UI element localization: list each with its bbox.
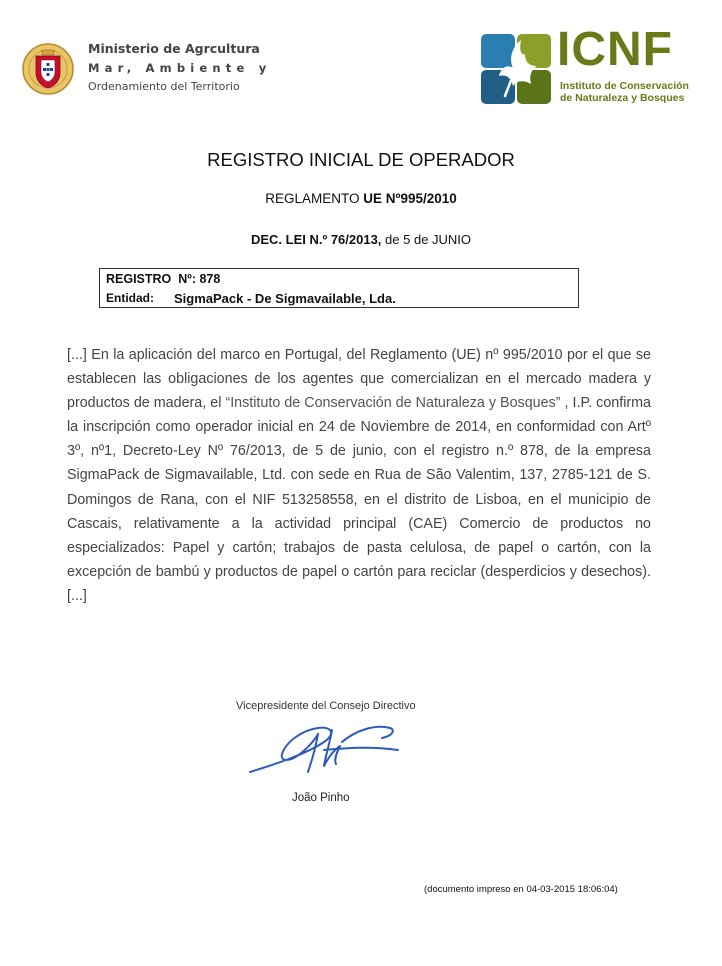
institute-name: “Instituto de Conservación de Naturaleza y Bosques”	[225, 395, 561, 412]
registry-number: REGISTRO Nº: 878	[106, 272, 221, 286]
body-paragraph	[67, 343, 651, 608]
decree-number: DEC. LEI N.º 76/2013,	[250, 232, 382, 247]
ministry-name-line-2: Mar, Ambiente y	[88, 61, 272, 75]
handwritten-signature-icon	[246, 720, 406, 780]
decree-line	[0, 232, 722, 247]
icnf-logo-text: ICNF	[557, 23, 673, 76]
coat-of-arms-icon	[22, 42, 74, 96]
regulation-code: UE Nº995/2010	[363, 191, 457, 206]
icnf-subtitle-line-2: de Naturaleza y Bosques	[560, 92, 685, 104]
regulation-line	[0, 191, 722, 206]
icnf-logo-icon	[481, 34, 551, 104]
decree-date: de 5 de JUNIO	[381, 232, 472, 247]
body-text-part-2: , I.P. confirma la inscripción como operador inicial en 24 de Noviembre de 2014, en conformidad con Artº 3º, nº1, Decreto-Ley Nº 76/2013, de 5 de junio, con el registro n.º 878, de la empresa SigmaPack de Sigmavailable, Ltd. con sede en Rua de São Valentim, 137, 2785-121 de S. Domingos de Rana, con el NIF 513258558, en el distrito de Lisboa, en el municipio de Cascais, relativamente a la actividad principal (CAE) Comercio de productos no especializados: Papel y cartón; trabajos de pasta celulosa, de papel o cartón, con la excepción de bambú y productos de papel o cartón para reciclar (desperdicios y desechos). [...]	[67, 395, 651, 604]
icnf-subtitle: Instituto de Conservación	[560, 80, 689, 92]
regulation-prefix: REGLAMENTO	[265, 191, 364, 206]
ministry-name-line-3: Ordenamiento del Territorio	[88, 80, 240, 93]
entity-value: SigmaPack - De Sigmavailable, Lda.	[174, 291, 396, 306]
signatory-name: João Pinho	[292, 792, 350, 804]
print-timestamp: (documento impreso en 04-03-2015 18:06:04)	[424, 884, 618, 895]
document-title: REGISTRO INICIAL DE OPERADOR	[207, 149, 515, 170]
entity-label: Entidad:	[106, 291, 154, 305]
signatory-role: Vicepresidente del Consejo Directivo	[236, 700, 416, 712]
ministry-name: Ministerio de Agrcultura	[88, 41, 260, 56]
body-text-part-1: [...] En la aplicación del marco en Portugal, del Reglamento (UE) nº 995/2010 por el que se establecen las obligaciones de los agentes que comercializan en el mercado madera y productos de madera, el	[67, 347, 651, 412]
